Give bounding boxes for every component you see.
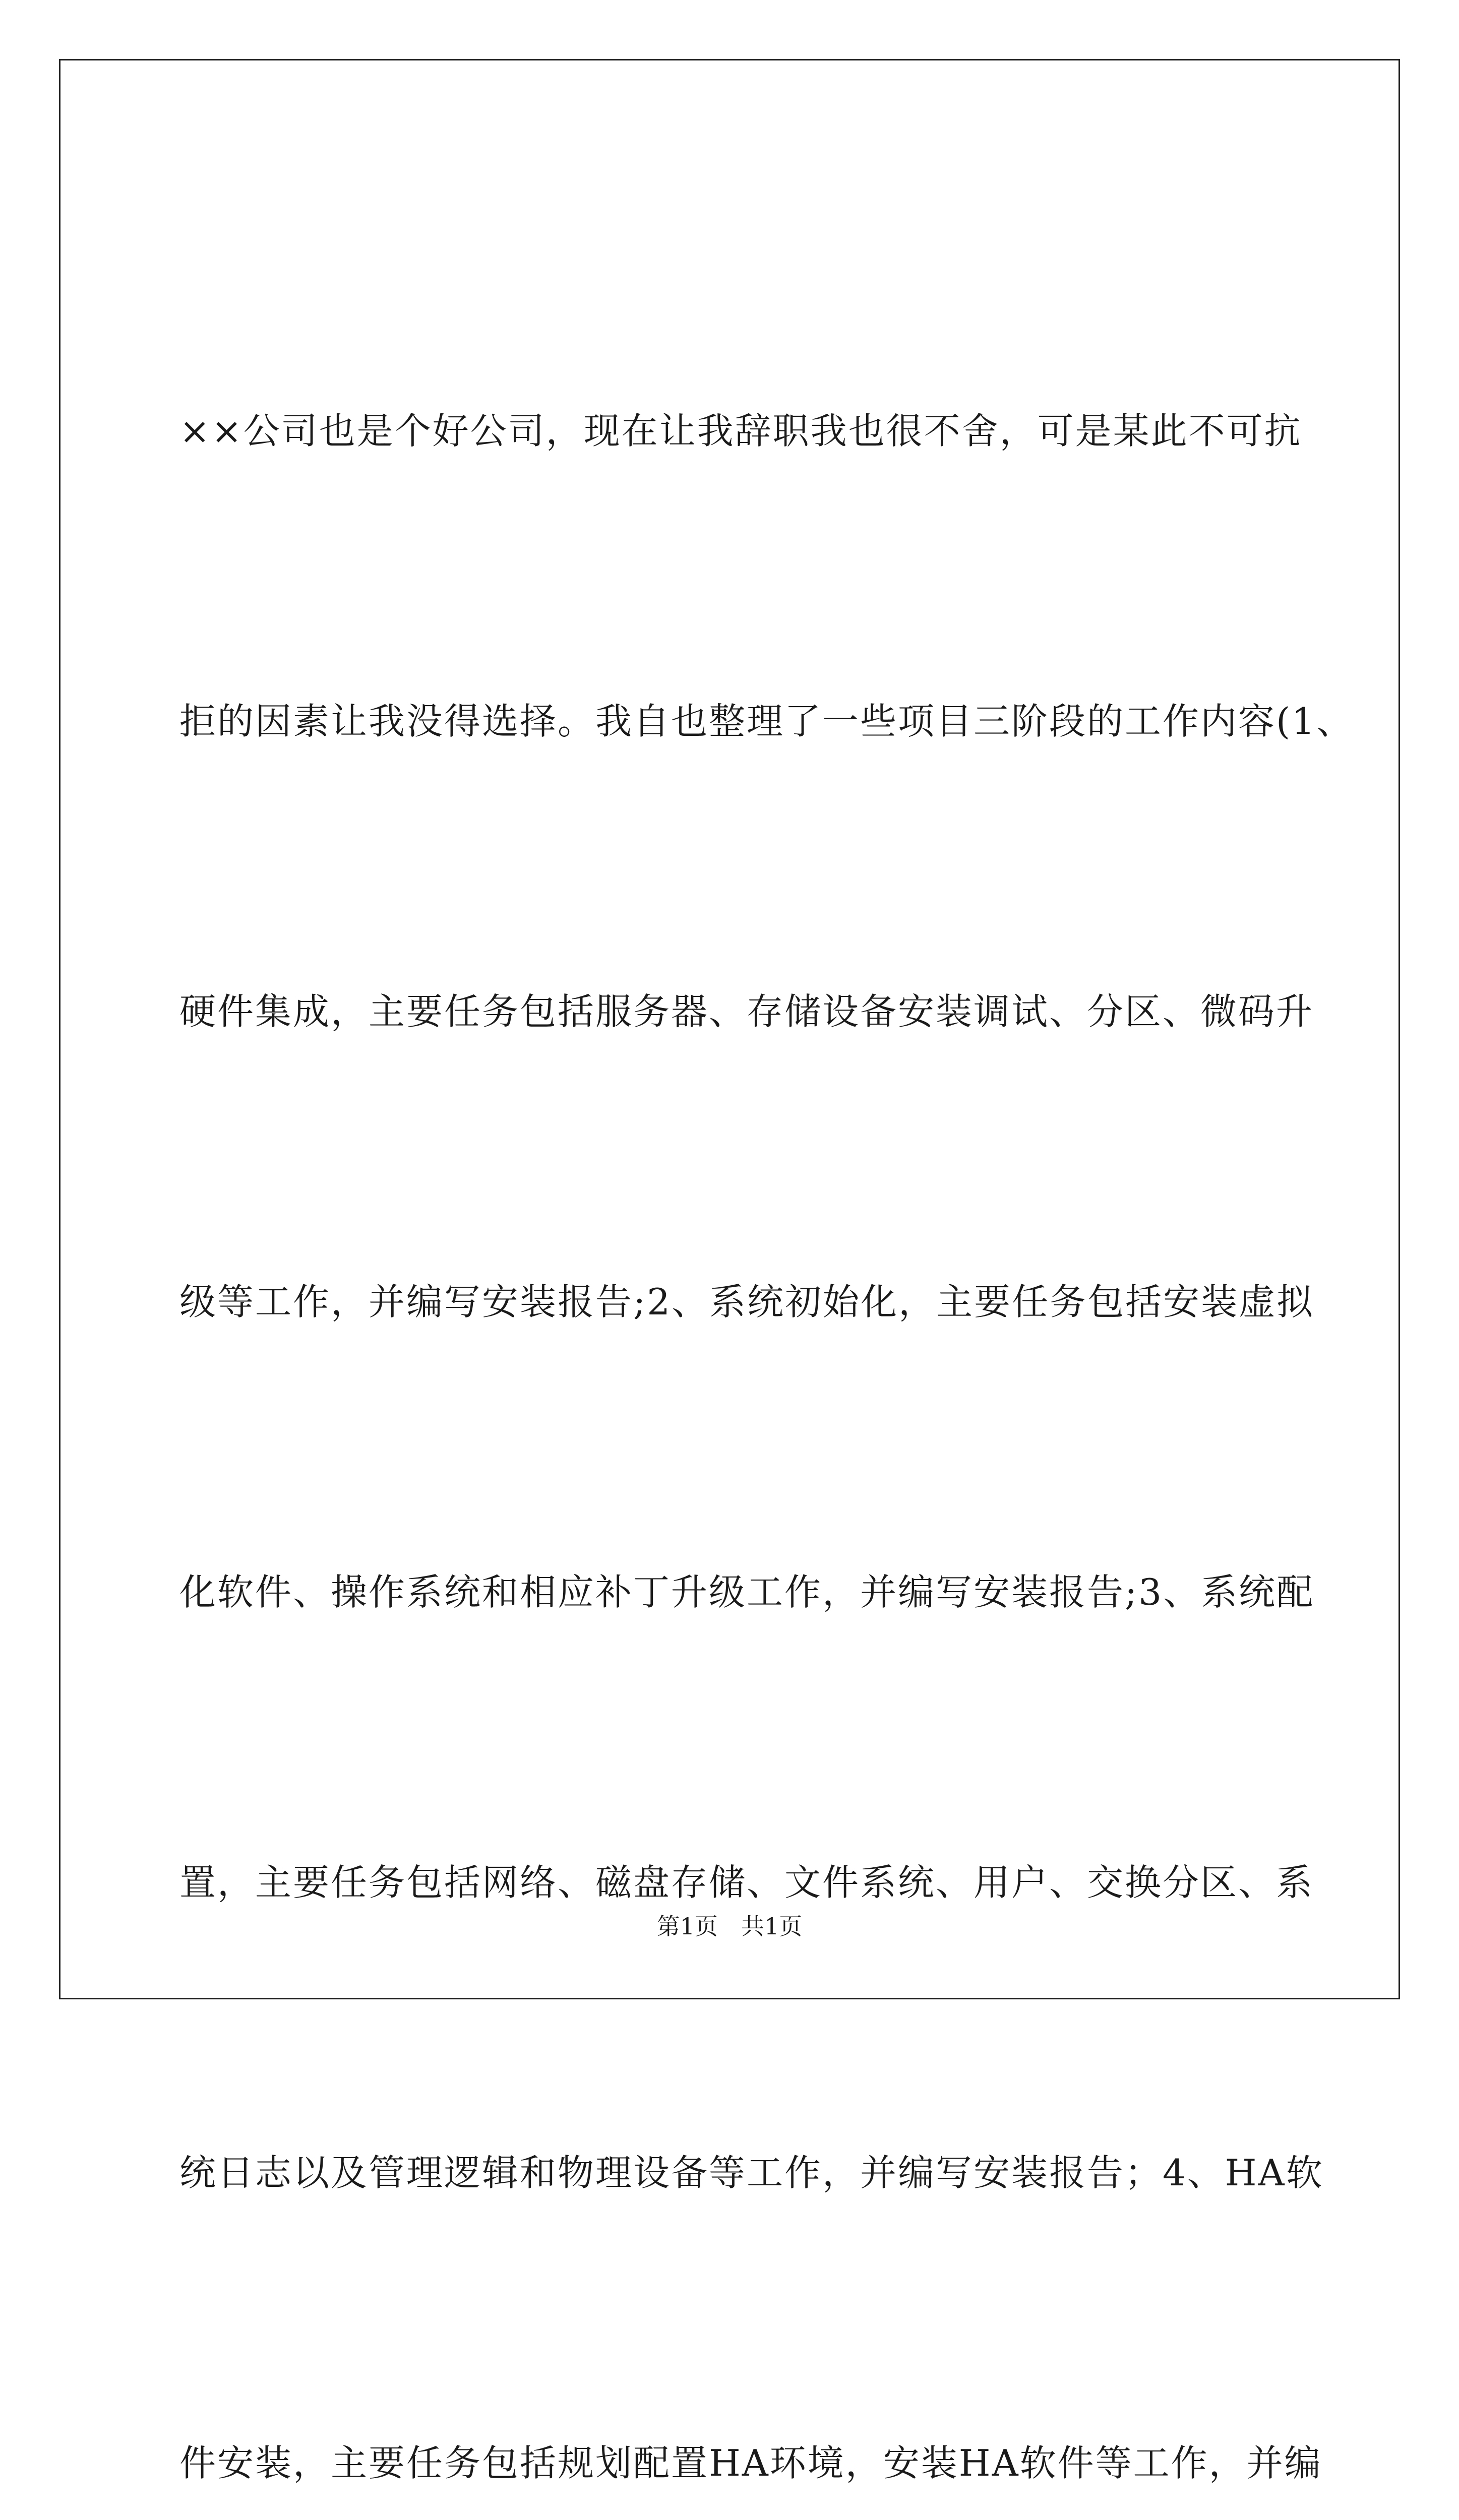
paragraph-line: 件安装，主要任务包括规划配置HA环境，安装HA软件等工作，并编 [179,2442,1322,2484]
paragraph-line: ××公司也是个好公司，现在让我辞职我也很不舍，可是某此不可抗 [179,410,1302,452]
paragraph-line: 硬件集成，主要任务包括服务器、存储设备安装调试、分区、微码升 [179,990,1314,1033]
paragraph-line: 置，主要任务包括网络、磁盘存储、文件系统、用户、交换分区、系 [179,1861,1314,1904]
paragraph-line: 级等工作，并编写安装报告;2、系统初始化，主要任务包括安装虚拟 [179,1281,1315,1323]
paragraph-line: 统日志以及管理逻辑和物理设备等工作，并编写安装报告；4、HA软 [179,2152,1324,2194]
paragraph-line: 化软件、操作系统和相应补丁升级工作，并编写安装报告;3、系统配 [179,1571,1315,1613]
document-body [179,189,1354,2520]
paragraph-line: 拒的因素让我没得选择。我自也整理了一些项目三阶段的工作内容(1、 [179,700,1354,742]
page-footer: 第1页 共1页 [656,1913,803,1940]
